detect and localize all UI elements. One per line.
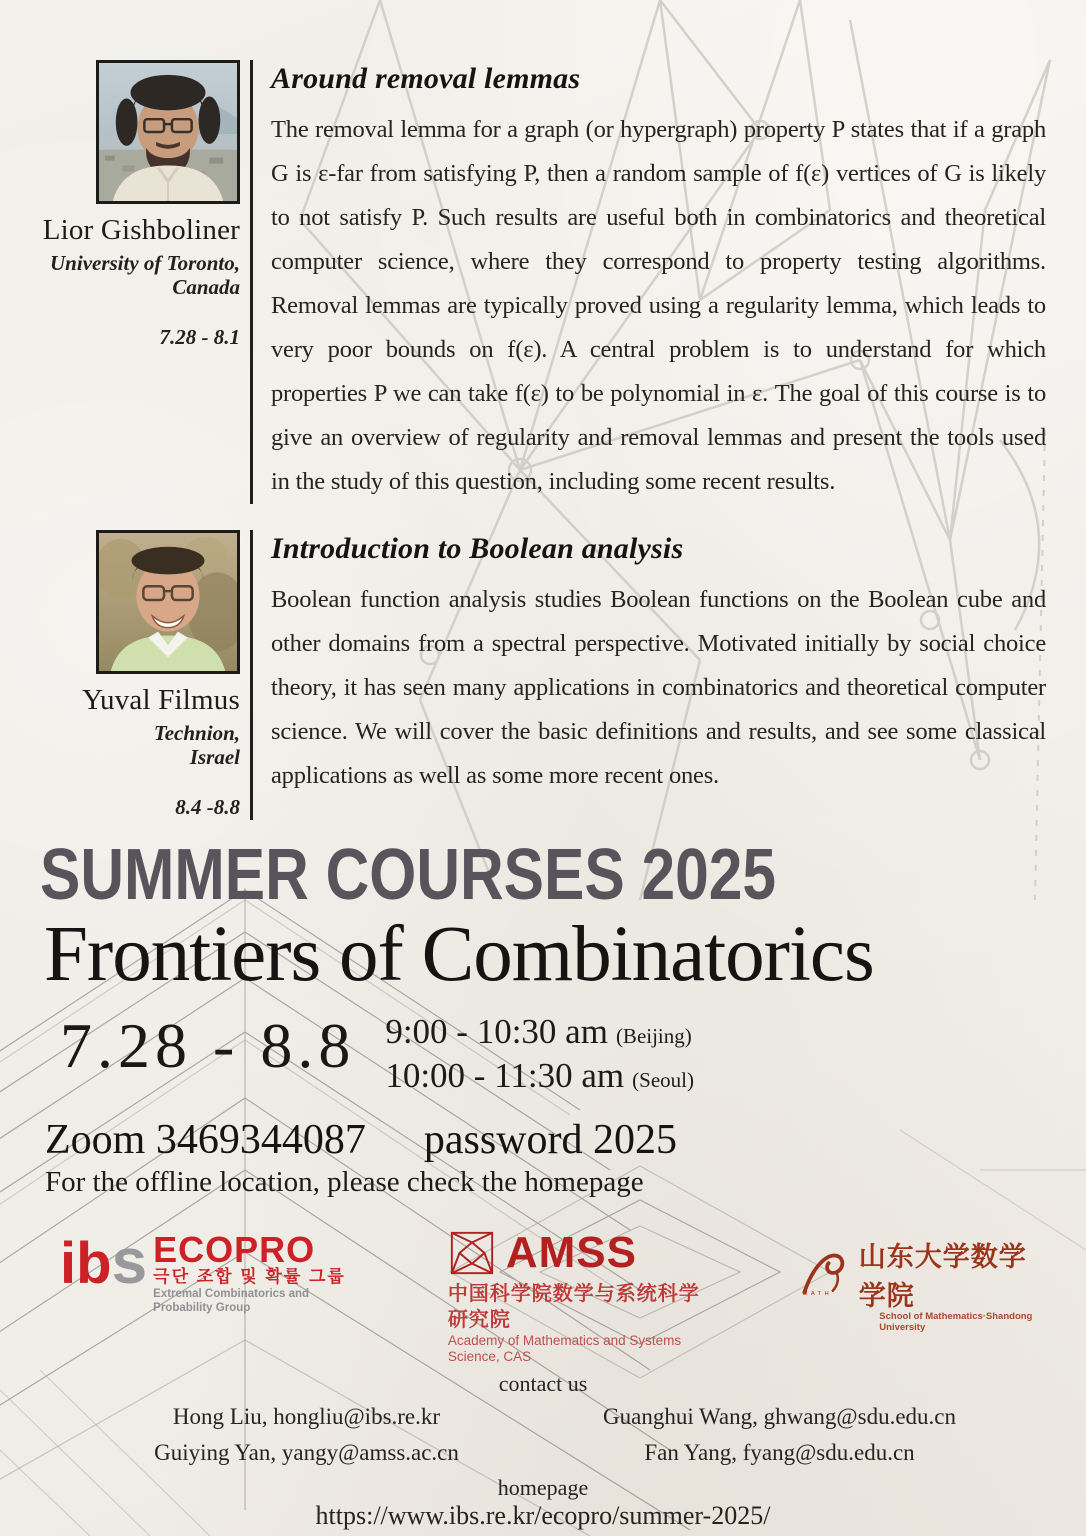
- speaker-photo-lior: [96, 60, 240, 204]
- ibs-letter-b: b: [76, 1231, 112, 1297]
- affiliation-line1: Technion,: [153, 721, 240, 745]
- ibs-letter-i: i: [60, 1231, 77, 1297]
- zoom-password: password 2025: [423, 1117, 677, 1164]
- speaker-portrait-illustration: [99, 533, 237, 671]
- svg-text:MATH: MATH: [802, 1291, 833, 1298]
- event-times: [385, 1006, 694, 1100]
- amss-square-icon: [448, 1229, 496, 1277]
- course-description: The removal lemma for a graph (or hypergraph) property P states that if a graph G is ε-far from satisfying P, then a random sample of f(ε) vertices of G is likely to not satisfy P. Such results are useful both in combinatorics and theoretical computer science, where they correspond to property testing algorithms. Removal lemmas are typically proved using a regularity lemma, which leads to very poor bounds on f(ε). A central problem is to understand for which properties P we can take f(ε) to be polynomial in ε. The goal of this course is to give an overview of regularity and removal lemmas and present the tools used in the study of this question, including some recent results.: [271, 116, 1046, 495]
- time-beijing-value: 9:00 - 10:30 am: [385, 1012, 608, 1052]
- zoom-meeting-info: [45, 1116, 1086, 1164]
- speaker-affiliation: [40, 721, 240, 769]
- course-dates: 7.28 - 8.1: [159, 325, 240, 350]
- homepage-url: https://www.ibs.re.kr/ecopro/summer-2025/: [315, 1501, 771, 1531]
- vertical-divider: [250, 530, 253, 820]
- course-text-column: [271, 530, 1046, 820]
- speaker-portrait-illustration: [99, 63, 237, 201]
- course-dates: 8.4 -8.8: [175, 795, 240, 820]
- contact-entry: Hong Liu, hongliu@ibs.re.kr: [172, 1404, 441, 1430]
- contact-entry: Guanghui Wang, ghwang@sdu.edu.cn: [603, 1404, 956, 1430]
- ibs-letter-s: s: [111, 1225, 148, 1298]
- amss-chinese-text: 中国科学院数学与系统科学研究院: [447, 1283, 700, 1332]
- amss-english-text: Academy of Mathematics and Systems Science, CAS: [447, 1333, 682, 1365]
- poster-kicker: SUMMER COURSES 2025: [40, 835, 777, 916]
- contact-entry: Fan Yang, fyang@sdu.edu.cn: [644, 1440, 915, 1466]
- course-section-boolean-analysis: [0, 530, 1086, 820]
- amss-logo: [448, 1229, 716, 1365]
- ibs-logo: [60, 1225, 148, 1298]
- event-dates: 7.28 - 8.8: [60, 1010, 356, 1082]
- course-title: Around removal lemmas: [271, 62, 581, 95]
- sdu-chinese-text: 山东大学数学学院: [858, 1242, 1027, 1312]
- ecopro-wordmark: [153, 1229, 353, 1315]
- course-title: Introduction to Boolean analysis: [271, 532, 684, 565]
- time-seoul: [385, 1056, 694, 1100]
- speaker-name: Yuval Filmus: [82, 684, 240, 716]
- affiliation-line1: University of Toronto,: [50, 251, 240, 275]
- sdu-english-text: School of Mathematics·Shandong University: [879, 1311, 1033, 1334]
- schedule-block: [60, 1006, 1086, 1100]
- course-section-removal-lemmas: [0, 0, 1086, 504]
- time-beijing: [385, 1012, 694, 1056]
- ecopro-name: ECOPRO: [153, 1229, 316, 1271]
- ecopro-korean-text: 극단 조합 및 확률 그룹: [153, 1267, 346, 1287]
- time-seoul-value: 10:00 - 11:30 am: [385, 1056, 625, 1096]
- course-text-column: [271, 60, 1046, 504]
- speaker-column: [40, 60, 250, 504]
- affiliation-line2: Canada: [172, 275, 240, 300]
- course-description: Boolean function analysis studies Boolean functions on the Boolean cube and other domains from a spectral perspective. Motivated initially by social choice theory, it has seen many applications in combinatorics and theoretical computer science. We will cover the basic definitions and results, and see some classical applications as well as some more recent ones.: [271, 586, 1046, 789]
- time-seoul-zone: (Seoul): [632, 1068, 694, 1093]
- ecopro-logo: [60, 1225, 353, 1315]
- amss-name: AMSS: [505, 1228, 637, 1278]
- poster-title: Frontiers of Combinatorics: [44, 911, 874, 999]
- contact-entry: Guiying Yan, yangy@amss.ac.cn: [154, 1440, 459, 1466]
- speaker-name: Lior Gishboliner: [42, 214, 240, 246]
- sdu-wordmark: [801, 1235, 1046, 1313]
- speaker-photo-yuval: [96, 530, 240, 674]
- sdu-swoosh-icon: [801, 1248, 854, 1300]
- affiliation-line2: Israel: [189, 745, 240, 770]
- ecopro-english-text: Extremal Combinatorics and Probability Group: [153, 1288, 310, 1315]
- speaker-affiliation: [40, 251, 240, 299]
- contact-list: [70, 1399, 1016, 1471]
- zoom-id: Zoom 3469344087: [45, 1117, 366, 1164]
- contact-heading: contact us: [498, 1371, 588, 1397]
- speaker-column: [40, 530, 250, 820]
- offline-location-note: For the offline location, please check the homepage: [45, 1166, 644, 1199]
- time-beijing-zone: (Beijing): [615, 1024, 692, 1049]
- vertical-divider: [250, 60, 253, 504]
- amss-wordmark: [448, 1229, 716, 1277]
- sdu-math-logo: [801, 1229, 1046, 1333]
- homepage-label: homepage: [497, 1475, 589, 1501]
- sponsor-logo-row: [60, 1225, 1046, 1365]
